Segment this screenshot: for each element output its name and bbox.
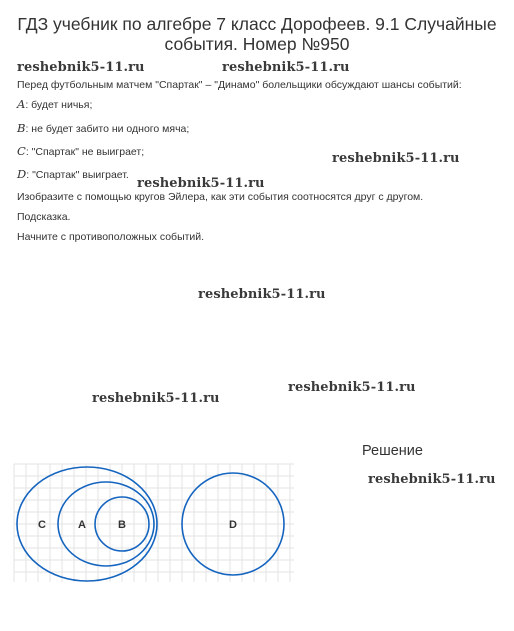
event-a-text: : будет ничья; [25,99,93,111]
watermark: reshebnik5-11.ru [368,472,496,487]
event-c-text: : "Спартак" не выиграет; [25,146,145,158]
watermark: reshebnik5-11.ru [198,287,326,302]
watermark: reshebnik5-11.ru [92,391,220,406]
watermark: reshebnik5-11.ru [137,176,265,191]
event-b-text: : не будет забито ни одного мяча; [25,123,190,135]
page-title-line-2: события. Номер №950 [164,34,350,54]
page-title-line-1: ГДЗ учебник по алгебре 7 класс Дорофеев. 9.1 Случайные [17,14,497,34]
solution-heading: Решение [362,443,423,459]
event-c-letter: C [17,144,26,158]
task-intro: Перед футбольным матчем "Спартак" – "Динамо" болельщики обсуждают шансы событий: [17,79,462,91]
task-instruction: Изобразите с помощью кругов Эйлера, как эти события соотносятся друг с другом. [17,191,424,203]
watermark: reshebnik5-11.ru [222,60,350,75]
event-d-letter: D [17,167,27,181]
event-d-text: : "Спартак" выиграет. [26,169,129,181]
event-a-letter: A [17,97,26,111]
watermark: reshebnik5-11.ru [332,151,460,166]
label-a: A [78,519,86,531]
label-c: C [38,519,46,531]
label-d: D [229,519,237,531]
event-b-letter: B [17,121,26,135]
watermark: reshebnik5-11.ru [288,380,416,395]
watermark: reshebnik5-11.ru [17,60,145,75]
label-b: B [118,519,126,531]
hint-label: Подсказка. [17,211,71,223]
hint-text: Начните с противоположных событий. [17,231,205,243]
